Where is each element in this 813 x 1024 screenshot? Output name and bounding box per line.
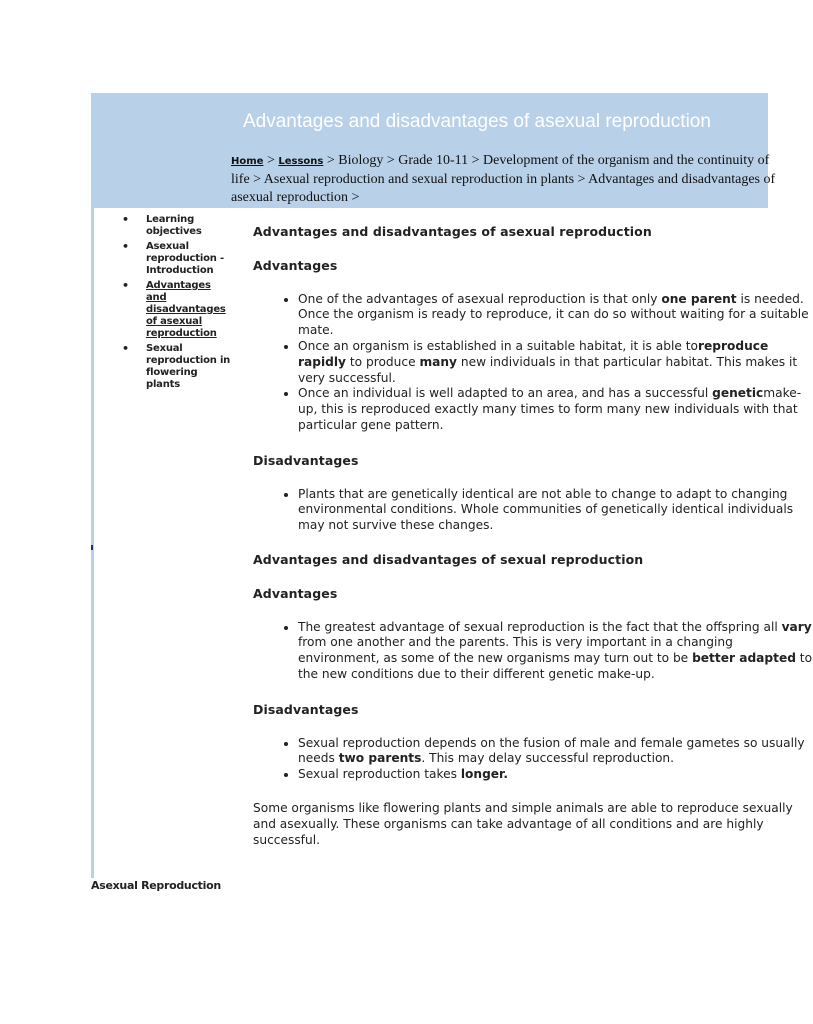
emphasis: genetic (712, 386, 764, 401)
list-item-text: to produce (345, 354, 420, 369)
list-item (298, 339, 813, 386)
list-item-text: Once an individual is well adapted to an area, and has a successful (298, 386, 713, 401)
emphasis: longer. (460, 767, 508, 782)
page-title: Advantages and disadvantages of asexual reproduction (243, 111, 711, 132)
sidebar-item-sexual-reproduction[interactable] (118, 343, 233, 391)
list-item (298, 736, 813, 768)
list-item-text: new individuals in that particular habitat. This makes it very successful. (298, 354, 798, 385)
breadcrumb-separator: > (263, 153, 279, 168)
list-item-text: from one another and the parents. This is very important in a changing environment, as some of the new organisms may turn out to be (298, 635, 733, 666)
footer-caption: Asexual Reproduction (91, 879, 221, 892)
asexual-disadvantages-list (253, 487, 813, 534)
emphasis: two parents (338, 751, 422, 766)
list-item-text: Once an organism is established in a suitable habitat, it is able to (298, 338, 698, 353)
emphasis: vary (781, 619, 812, 634)
list-item (298, 767, 813, 783)
list-item-text: is needed. Once the organism is ready to reproduce, it can do so without waiting for a suitable mate. (298, 291, 809, 338)
breadcrumb-lessons-link[interactable]: Lessons (278, 156, 324, 167)
list-item (298, 620, 813, 683)
asexual-advantages-list (253, 292, 813, 434)
subheading-asexual-advantages: Advantages (253, 257, 338, 273)
subheading-asexual-disadvantages: Disadvantages (253, 452, 359, 468)
breadcrumb-home-link[interactable]: Home (231, 156, 264, 167)
lesson-content (253, 220, 813, 848)
sidebar-item-label: Sexual reproduction in flowering plants (146, 343, 231, 390)
emphasis: reproduce rapidly (298, 338, 769, 369)
breadcrumb (231, 152, 791, 207)
emphasis: better adapted (692, 651, 796, 666)
sidebar-marker (91, 545, 93, 550)
emphasis: one parent (661, 291, 737, 306)
list-item-text: . This may delay successful reproduction. (421, 751, 675, 766)
sexual-advantages-list (253, 620, 813, 683)
list-item-text: Sexual reproduction depends on the fusion of male and female gametes so usually needs (298, 735, 805, 766)
list-item (298, 292, 813, 339)
sidebar-item-label: Advantages and disadvantages of asexual reproduction (146, 280, 226, 339)
list-item-text: The greatest advantage of sexual reproduction is the fact that the offspring all (298, 619, 782, 634)
section-heading-asexual: Advantages and disadvantages of asexual reproduction (253, 224, 652, 239)
section-heading-sexual: Advantages and disadvantages of sexual reproduction (253, 551, 644, 567)
emphasis: many (419, 354, 457, 369)
list-item: • Plants that are genetically identical are not able to change to adapt to changing environmental conditions. Whole communities of genetically identical individuals may not survive these changes. (298, 487, 813, 534)
sidebar-item-learning-objectives[interactable] (118, 214, 233, 238)
subheading-sexual-advantages: Advantages (253, 585, 338, 601)
list-item-text: One of the advantages of asexual reproduction is that only (298, 291, 662, 306)
list-item-text: to the new conditions due to their different genetic make-up. (298, 651, 813, 681)
list-item-text: Sexual reproduction takes (298, 767, 461, 782)
sidebar-strip (91, 208, 94, 878)
list-item-text: make-up, this is reproduced exactly many times to form many new individuals with that particular gene pattern. (298, 386, 802, 432)
sidebar-item-label: Asexual reproduction - Introduction (146, 241, 224, 276)
breadcrumb-trail: > Biology > Grade 10-11 > Development of the organism and the continuity of life > Asexual reproduction and sexual reproduction in plants > Advantages and disadvantages of asexual reproduction > (231, 153, 776, 205)
sidebar-item-asexual-introduction[interactable] (118, 241, 233, 277)
closing-paragraph: Some organisms like flowering plants and simple animals are able to reproduce sexually and asexually. These organisms can take advantage of all conditions and are highly successful. (253, 800, 793, 847)
sidebar-item-advantages-disadvantages[interactable] (118, 280, 233, 340)
subheading-sexual-disadvantages: Disadvantages (253, 701, 359, 717)
page-header (91, 93, 776, 208)
sidebar-item-label: Learning objectives (146, 214, 202, 237)
sexual-disadvantages-list (253, 736, 813, 783)
list-item (298, 386, 813, 433)
sidebar-nav (118, 214, 233, 394)
